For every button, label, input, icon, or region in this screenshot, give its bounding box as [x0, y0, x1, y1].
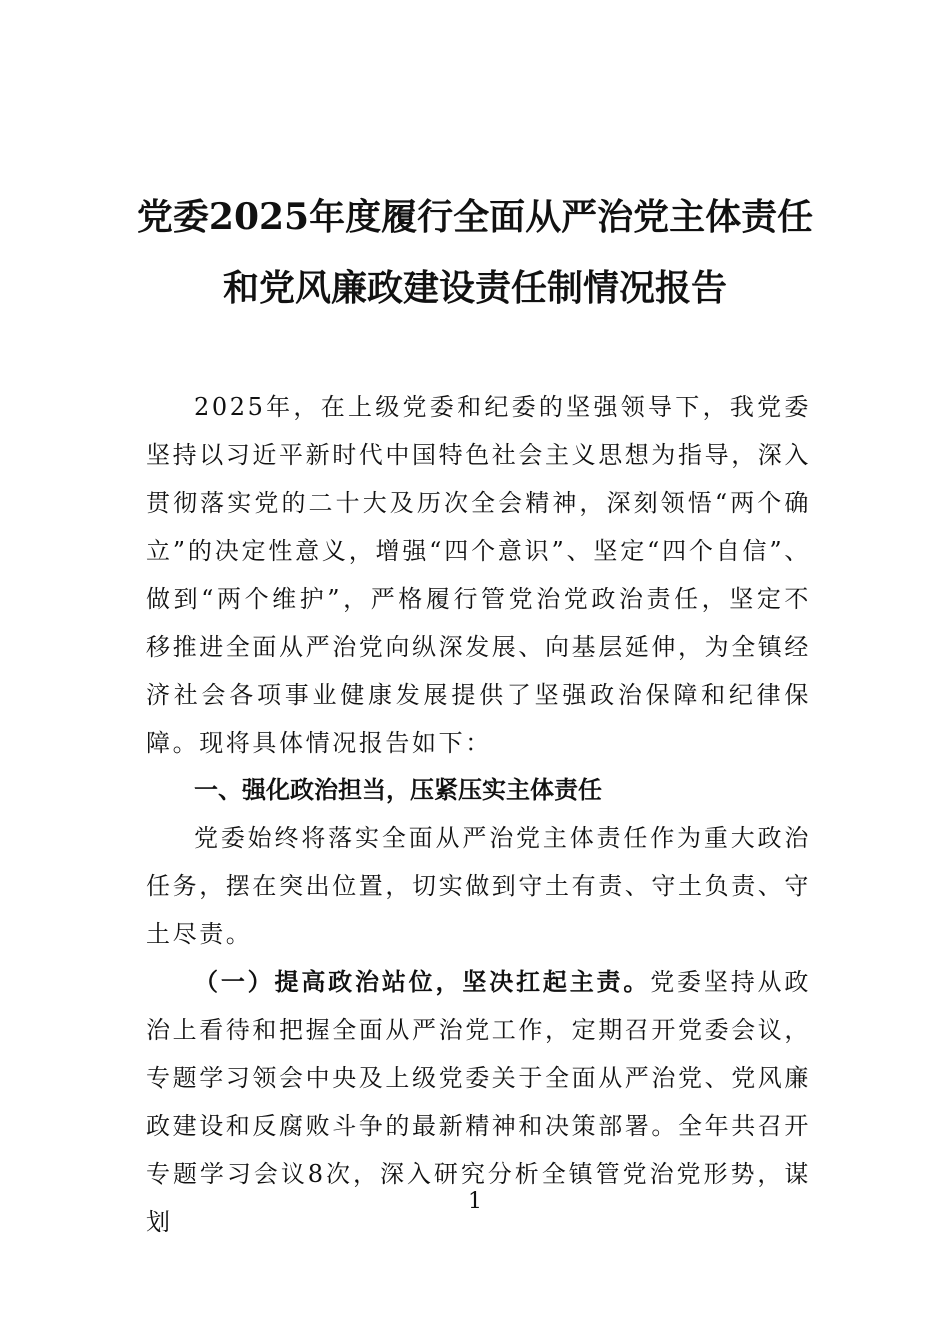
document-title-line-2: 和党风廉政建设责任制情况报告 [222, 267, 727, 309]
page-number: 1 [468, 1189, 482, 1214]
section-1-paragraph: 党委始终将落实全面从严治党主体责任作为重大政治任务，摆在突出位置，切实做到守土有责、守土负责、守土尽责。 [146, 824, 811, 948]
intro-paragraph: 2025年，在上级党委和纪委的坚强领导下，我党委坚持以习近平新时代中国特色社会主义思想为指导，深入贯彻落实党的二十大及历次全会精神，深刻领悟“两个确立”的决定性意义，增强“四个意识”、坚定“四个自信”、做到“两个维护”，严格履行管党治党政治责任，坚定不移推进全面从严治党向纵深发展、向基层延伸，为全镇经济社会各项事业健康发展提供了坚强政治保障和纪律保障。现将具体情况报告如下： [146, 393, 811, 757]
section-1-heading: 一、强化政治担当，压紧压实主体责任 [194, 776, 602, 804]
subsection-1-lead: （一）提高政治站位，坚决扛起主责。 [194, 967, 651, 996]
document-title-line-1: 党委2025年度履行全面从严治党主体责任 [136, 196, 814, 238]
subsection-1-text: 党委坚持从政治上看待和把握全面从严治党工作，定期召开党委会议，专题学习领会中央及上级党委关于全面从严治党、党风廉政建设和反腐败斗争的最新精神和决策部署。全年共召开专题学习会议8次，深入研究分析全镇管党治党形势，谋划 [146, 968, 811, 1236]
